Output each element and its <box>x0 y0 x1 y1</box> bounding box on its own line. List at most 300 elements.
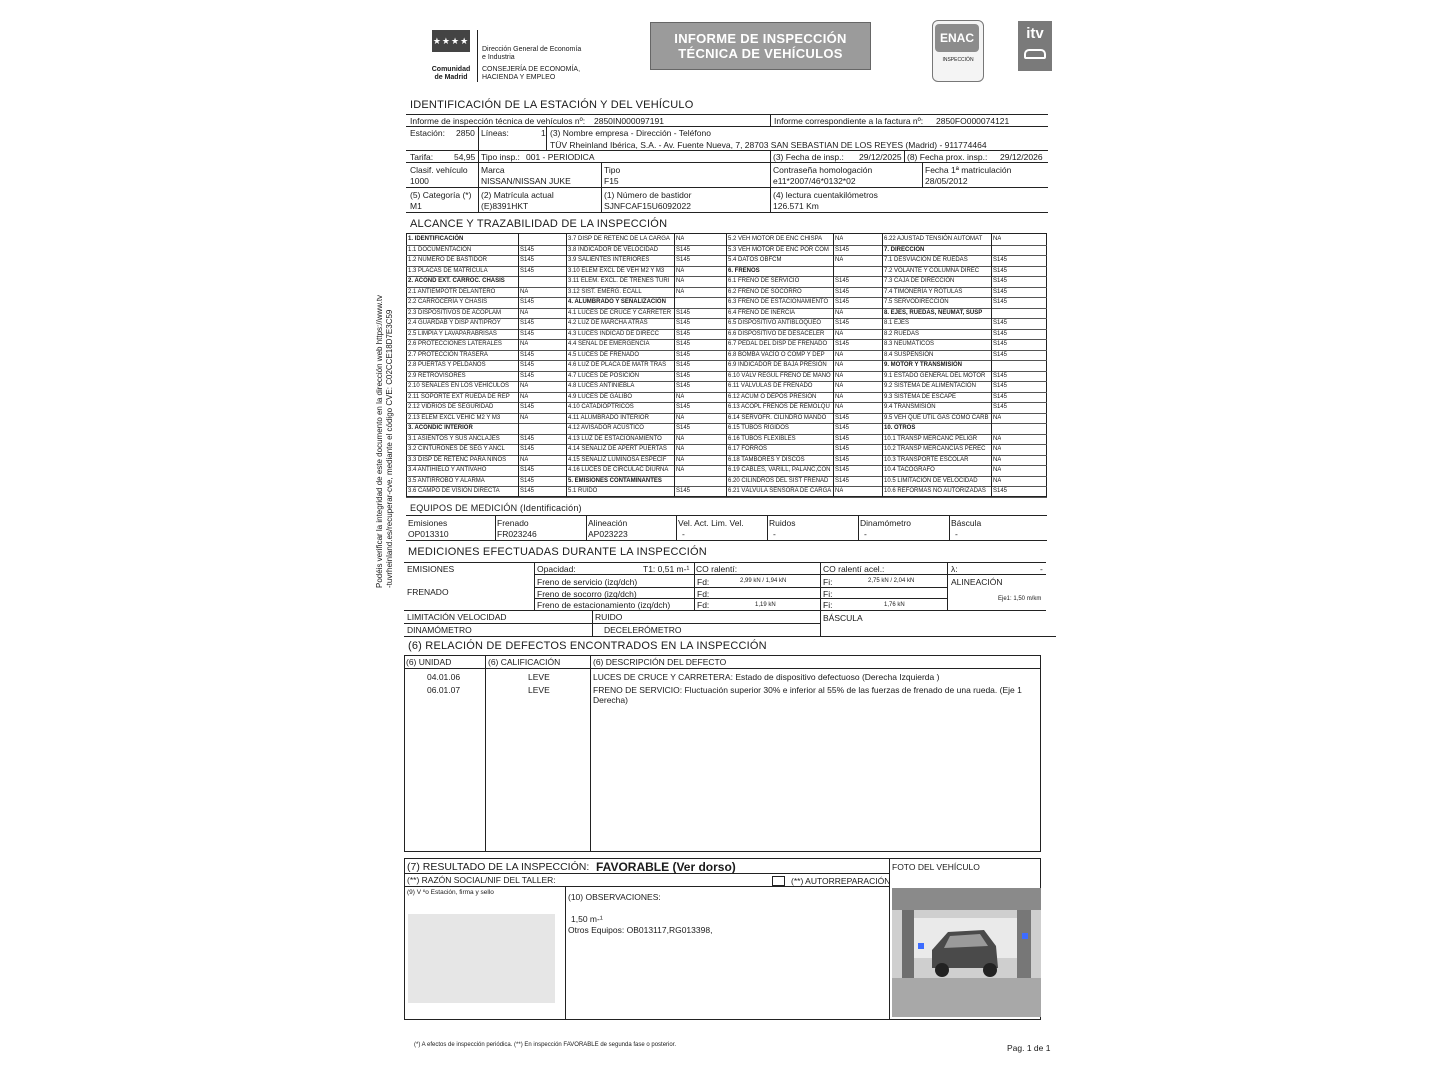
inspection-item-label: 6.20 CILINDROS DEL SIST FRENAD <box>728 477 829 484</box>
inspection-item-label: 4.6 LUZ DE PLACA DE MATR TRAS <box>568 362 667 368</box>
bastidor-value: SJNFCAF15U6092022 <box>604 201 691 211</box>
equipment-label: Frenado <box>497 518 529 528</box>
inspection-item-result: NA <box>835 372 844 379</box>
verification-line1: Podéis verificar la integridad de este documento en la dirección web https://www.tv <box>375 294 384 588</box>
opacidad-value: T1: 0,51 m-¹ <box>643 564 690 574</box>
inspection-item-label: 8. EJES, RUEDAS, NEUMAT, SUSP <box>884 309 983 316</box>
inspection-item-result: S145 <box>993 288 1008 295</box>
inspection-item-label: 9.5 VEH QUE UTIL GAS COMO CARB <box>884 414 989 421</box>
inspection-item-result: S145 <box>835 320 850 326</box>
inspection-item-label: 2.12 VIDRIOS DE SEGURIDAD <box>408 404 494 410</box>
inspection-item-result: S145 <box>835 414 850 421</box>
defect-desc: LUCES DE CRUCE Y CARRETERA: Estado de dispositivo defectuoso (Derecha Izquierda ) <box>593 672 940 682</box>
inspection-item-result: S145 <box>993 488 1008 494</box>
firma-label: (9) V ºo Estación, firma y sello <box>407 889 494 896</box>
enac-logo <box>932 20 984 82</box>
inspection-item-label: 2.9 RETROVISORES <box>408 372 466 379</box>
inspection-item-result: S145 <box>676 246 691 253</box>
inspection-item-label: 6. FRENOS <box>728 267 760 274</box>
inspection-item-result: NA <box>676 467 685 473</box>
fd-servicio-label: Fd: <box>697 577 710 587</box>
inspection-item-label: 6.2 FRENO DE SOCORRO <box>728 288 802 295</box>
inspection-item-label: 4.15 SEÑALIZ LUMINOSA ESPECÍF <box>568 456 667 463</box>
inspection-item-label: 6.13 ACOPL FRENOS DE REMOLQU <box>728 404 830 410</box>
fecha-prox-label: (8) Fecha prox. insp.: <box>907 152 988 162</box>
inspection-item-result: NA <box>676 267 685 274</box>
inspection-item-result: S145 <box>676 488 691 494</box>
inspection-item-label: 4.1 LUCES DE CRUCE Y CARRETER <box>568 309 672 316</box>
title-line1: INFORME DE INSPECCIÓN <box>674 31 847 46</box>
equipment-value: - <box>682 529 685 539</box>
inspection-item-result: S145 <box>520 299 535 305</box>
verification-line2: -tuvrheinland.es/recuperar-cve, mediante el código CVE: C02CCE18D7E3C59 <box>385 309 394 588</box>
inspection-item-result: S145 <box>676 383 691 389</box>
inspection-item-result: S145 <box>993 330 1008 337</box>
inspection-item-result: S145 <box>835 425 850 431</box>
inspection-item-result: NA <box>520 341 529 347</box>
inspection-item-result: S145 <box>520 351 535 358</box>
inspection-item-label: 2.10 SEÑALES EN LOS VEHÍCULOS <box>408 383 510 389</box>
defect-unidad: 06.01.07 <box>427 685 461 695</box>
equipment-divider <box>858 515 859 540</box>
emisiones-label: EMISIONES <box>407 564 455 574</box>
fecha-prox-value: 29/12/2026 <box>1000 152 1043 162</box>
defectos-title: (6) RELACIÓN DE DEFECTOS ENCONTRADOS EN LA INSPECCIÓN <box>408 640 767 652</box>
report-value: 2850IN000097191 <box>594 116 664 126</box>
inspection-item-label: 7.2 VOLANTE Y COLUMNA DIREC <box>884 267 980 274</box>
limitacion-label: LIMITACIÓN VELOCIDAD <box>407 612 507 622</box>
inspection-item-label: 3.12 SIST. EMERG. ECALL <box>568 288 642 295</box>
homolog-value: e11*2007/46*0132*02 <box>773 176 856 186</box>
equipment-label: Emisiones <box>408 518 448 528</box>
inspection-item-label: 2.13 ELEM EXCL VEHIC M2 Y M3 <box>408 414 501 421</box>
inspection-item-result: S145 <box>676 309 691 316</box>
inspection-item-label: 3.5 ANTIRROBO Y ALARMA <box>408 477 485 484</box>
inspection-item-label: 3.7 DISP DE RETENC DE LA CARGA <box>568 236 670 242</box>
grid-col-line <box>991 234 992 497</box>
inspection-item-label: 10.3 TRANSPORTE ESCOLAR <box>884 456 969 463</box>
inspection-item-label: 4.4 SEÑAL DE EMERGENCIA <box>568 341 650 347</box>
km-label: (4) lectura cuentakilómetros <box>773 190 878 200</box>
clasif-value: 1000 <box>410 176 429 186</box>
inspection-item-result: NA <box>835 351 844 358</box>
footer-note: (*) A efectos de inspección periódica. (**) En inspección FAVORABLE de segunda fase o posterior. <box>414 1042 677 1048</box>
grid-row-line <box>566 497 726 498</box>
inspection-item-result: S145 <box>993 404 1008 410</box>
tipo-insp-value: 001 - PERIODICA <box>526 152 595 162</box>
stars-icon: ★★★★ <box>432 36 470 46</box>
inspection-item-label: 6.6 DISPOSITIVO DE DESACELER <box>728 330 825 337</box>
inspection-item-result: NA <box>993 435 1002 442</box>
inspection-item-result: S145 <box>993 341 1008 347</box>
inspection-item-result: S145 <box>676 320 691 326</box>
report-label: Informe de inspección técnica de vehículos nº: <box>410 116 586 126</box>
lambda-label: λ: <box>951 564 958 574</box>
inspection-item-label: 3.3 DISP DE RETENC PARA NIÑOS <box>408 456 507 463</box>
vehicle-photo <box>892 888 1041 1017</box>
lines-label: Líneas: <box>481 128 509 138</box>
defect-desc-cont: Derecha) <box>593 695 628 705</box>
inspection-item-label: 8.4 SUSPENSIÓN <box>884 351 934 358</box>
inspection-item-label: 6.17 FORROS <box>728 446 768 452</box>
inspection-item-label: 3.6 CAMPO DE VISIÓN DIRECTA <box>408 488 500 494</box>
fd-socorro-label: Fd: <box>697 589 710 599</box>
marca-label: Marca <box>481 165 505 175</box>
inspection-item-label: 3.2 CINTURONES DE SEG Y ANCL <box>408 446 505 452</box>
inspection-item-result: S145 <box>520 320 535 326</box>
equipment-divider <box>676 515 677 540</box>
inspection-item-result: NA <box>520 456 529 463</box>
inspection-item-result: S145 <box>676 425 691 431</box>
inspection-item-result: S145 <box>520 246 535 253</box>
company-label: (3) Nombre empresa - Dirección - Teléfono <box>550 128 711 138</box>
inspection-item-label: 4.13 LUZ DE ESTACIONAMIENTO <box>568 435 662 442</box>
inspection-item-label: 8.2 RUEDAS <box>884 330 920 337</box>
inspection-item-label: 7.3 CAJA DE DIRECCIÓN <box>884 278 955 284</box>
inspection-item-result: S145 <box>835 299 850 305</box>
inspection-item-result: S145 <box>520 330 535 337</box>
inspection-item-result: S145 <box>520 477 535 484</box>
inspection-item-label: 10. OTROS <box>884 425 916 431</box>
inspection-item-label: 6.8 BOMBA VACÍO O COMP Y DEP <box>728 351 825 358</box>
inspection-item-result: S145 <box>676 362 691 368</box>
inspection-item-result: NA <box>676 456 685 463</box>
inspection-item-label: 4.14 SEÑALIZ DE APERT PUERTAS <box>568 446 667 452</box>
inspection-item-label: 6.9 INDICADOR DE BAJA PRESIÓN <box>728 362 827 368</box>
inspection-item-result: S145 <box>676 330 691 337</box>
equipment-value: - <box>864 529 867 539</box>
equipment-label: Báscula <box>951 518 982 528</box>
inspection-item-result: NA <box>835 257 844 263</box>
categoria-label: (5) Categoría (*) <box>410 190 472 200</box>
fd-estac-value: 1,19 kN <box>755 602 776 608</box>
inspection-item-label: 2.11 SOPORTE EXT RUEDA DE REP <box>408 393 510 400</box>
inspection-item-label: 8.1 EJES <box>884 320 910 326</box>
decelerometro-label: DECELERÓMETRO <box>604 625 682 635</box>
inspection-item-result: NA <box>835 393 844 400</box>
equipment-label: Ruidos <box>769 518 796 528</box>
inspection-item-result: NA <box>993 446 1002 452</box>
equipos-title: EQUIPOS DE MEDICIÓN (Identificación) <box>410 503 582 513</box>
lambda-dash: - <box>1040 564 1043 574</box>
title-line2: TÉCNICA DE VEHÍCULOS <box>678 46 843 61</box>
alineacion-value: Eje1: 1,50 m/km <box>998 596 1042 602</box>
org-line1: Dirección General de Economía <box>482 46 582 53</box>
inspection-item-result: NA <box>835 330 844 337</box>
inspection-item-label: 6.14 SERVOFR. CILINDRO MANDO <box>728 414 827 421</box>
inspection-item-result: NA <box>520 309 529 316</box>
inspection-item-label: 10.2 TRANSP MERCANCÍAS PEREC <box>884 446 986 452</box>
org-line3: CONSEJERÍA DE ECONOMÍA, <box>482 66 581 73</box>
inspection-item-label: 4.5 LUCES DE FRENADO <box>568 351 640 358</box>
inspection-item-label: 2.7 PROTECCIÓN TRASERA <box>408 351 488 358</box>
inspection-item-result: S145 <box>520 267 535 274</box>
inspection-item-label: 2.8 PUERTAS Y PELDAÑOS <box>408 362 486 368</box>
inspection-item-label: 4.7 LUCES DE POSICIÓN <box>568 372 640 379</box>
defect-desc: FRENO DE SERVICIO: Fluctuación superior 30% e inferior al 55% de las fuerzas de frenado de una rueda. (Eje 1 <box>593 685 1022 695</box>
defect-calif: LEVE <box>528 672 550 682</box>
fecha-insp-value: 29/12/2025 <box>859 152 902 162</box>
inspection-item-result: S145 <box>993 383 1008 389</box>
equipment-value: FR023246 <box>497 529 537 539</box>
col-calif: (6) CALIFICACIÓN <box>488 657 561 667</box>
enac-label: ENAC <box>935 24 979 52</box>
inspection-item-label: 8.3 NEUMÁTICOS <box>884 341 935 347</box>
invoice-value: 2850FO000074121 <box>936 116 1010 126</box>
inspection-item-label: 6.3 FRENO DE ESTACIONAMIENTO <box>728 299 829 305</box>
inspection-item-label: 1.1 DOCUMENTACIÓN <box>408 246 472 253</box>
inspection-item-label: 6.21 VÁLVULA SENSORA DE CARGA <box>728 488 832 494</box>
inspection-item-result: S145 <box>520 435 535 442</box>
inspection-item-result: S145 <box>676 257 691 263</box>
inspection-item-label: 5.2 VEH MOTOR DE ENC CHISPA <box>728 236 823 242</box>
observ-line1: 1,50 m-¹ <box>571 914 603 924</box>
station-stamp <box>408 914 555 1003</box>
freno-estac-label: Freno de estacionamiento (izq/dch) <box>537 600 671 610</box>
car-icon <box>1024 49 1046 59</box>
inspection-item-result: NA <box>520 288 529 295</box>
observ-label: (10) OBSERVACIONES: <box>568 892 661 902</box>
inspection-item-label: 4.2 LUZ DE MARCHA ATRÁS <box>568 320 648 326</box>
grid-row-line <box>882 497 1047 498</box>
inspection-item-label: 9.3 SISTEMA DE ESCAPE <box>884 393 957 400</box>
itv-label: itv <box>1026 25 1044 42</box>
inspection-item-label: 2.2 CARROCERÍA Y CHASIS <box>408 299 488 305</box>
inspection-item-label: 7.1 DESVIACIÓN DE RUEDAS <box>884 257 968 263</box>
inspection-item-result: S145 <box>993 372 1008 379</box>
inspection-item-label: 1.2 NÚMERO DE BASTIDOR <box>408 257 488 263</box>
lines-value: 1 <box>541 128 546 138</box>
marca-value: NISSAN/NISSAN JUKE <box>481 176 571 186</box>
inspection-item-result: S145 <box>520 372 535 379</box>
inspection-item-result: S145 <box>520 404 535 410</box>
grid-col-line <box>882 234 883 497</box>
inspection-item-label: 5.4 DATOS OBFCM <box>728 257 782 263</box>
opacidad-label: Opacidad: <box>537 564 576 574</box>
inspection-item-label: 6.7 PEDAL DEL DISP DE FRENADO <box>728 341 828 347</box>
equipment-divider <box>495 515 496 540</box>
inspection-item-result: NA <box>993 477 1002 484</box>
inspection-item-label: 5.3 VEH MOTOR DE ENC POR COM <box>728 246 829 253</box>
inspection-item-label: 6.5 DISPOSITIVO ANTIBLOQUEO <box>728 320 822 326</box>
inspection-item-result: S145 <box>993 393 1008 400</box>
org-line4: HACIENDA Y EMPLEO <box>482 74 556 81</box>
station-label: Estación: <box>410 128 445 138</box>
inspection-item-result: S145 <box>520 467 535 473</box>
inspection-item-label: 6.10 VÁLV REGUL FRENO DE MANO <box>728 372 831 379</box>
inspection-item-result: S145 <box>520 488 535 494</box>
co-ralenti-acel-label: CO ralentí acel.: <box>823 564 885 574</box>
inspection-item-label: 6.1 FRENO DE SERVICIO <box>728 278 800 284</box>
inspection-item-label: 3.11 ELEM. EXCL. DE TRENES TURI <box>568 278 670 284</box>
tipo-value: F15 <box>604 176 619 186</box>
inspection-item-label: 2.4 GUARDAB Y DISP ANTIPROY <box>408 320 501 326</box>
inspection-item-label: 4. ALUMBRADO Y SEÑALIZACIÓN <box>568 299 666 305</box>
fd-estac-label: Fd: <box>697 600 710 610</box>
inspection-item-label: 1.3 PLACAS DE MATRÍCULA <box>408 267 488 274</box>
equipment-divider <box>767 515 768 540</box>
inspection-item-result: S145 <box>993 257 1008 263</box>
inspection-item-label: 6.12 ACUM O DEPÓS PRESIÓN <box>728 393 817 400</box>
inspection-item-label: 3.9 SALIENTES INTERIORES <box>568 257 650 263</box>
resultado-value: FAVORABLE (Ver dorso) <box>596 860 736 874</box>
equipment-value: - <box>773 529 776 539</box>
inspection-item-result: NA <box>676 414 685 421</box>
inspection-item-result: S145 <box>993 267 1008 274</box>
org-line2: e Industria <box>482 54 515 61</box>
madrid-logo <box>432 30 470 52</box>
inspection-item-label: 6.15 TUBOS RÍGIDOS <box>728 425 789 431</box>
fecha-insp-label: (3) Fecha de insp.: <box>773 152 844 162</box>
razon-label: (**) RAZÓN SOCIAL/NIF DEL TALLER: <box>407 875 556 885</box>
alineacion-label: ALINEACIÓN <box>951 577 1003 587</box>
inspection-item-label: 6.11 VÁLVULAS DE FRENADO <box>728 383 813 389</box>
inspection-item-label: 7.4 TIMONERÍA Y RÓTULAS <box>884 288 963 295</box>
inspection-item-result: S145 <box>835 467 850 473</box>
inspection-item-label: 4.12 AVISADOR ACÚSTICO <box>568 425 644 431</box>
inspection-item-label: 7.5 SERVODIRECCIÓN <box>884 299 949 305</box>
inspection-item-label: 9.1 ESTADO GENERAL DEL MOTOR <box>884 372 986 379</box>
equipment-value: AP023223 <box>588 529 628 539</box>
inspection-item-result: S145 <box>520 257 535 263</box>
fi-socorro-label: Fi: <box>823 589 833 599</box>
autorreparacion-label: (**) AUTORREPARACIÓN <box>791 876 891 886</box>
inspection-item-result: S145 <box>676 404 691 410</box>
inspection-item-label: 4.16 LUCES DE CIRCULAC DIURNA <box>568 467 669 473</box>
inspection-item-result: S145 <box>676 341 691 347</box>
autorreparacion-checkbox[interactable] <box>772 876 785 886</box>
equipment-value: - <box>955 529 958 539</box>
inspection-item-label: 2.5 LIMPIA Y LAVAPARABRISAS <box>408 330 497 337</box>
inspection-item-label: 4.3 LUCES INDICAD DE DIRECC <box>568 330 660 337</box>
inspection-item-label: 6.22 AJUSTAD TENSIÓN AUTOMAT <box>884 236 983 242</box>
inspection-item-result: S145 <box>993 320 1008 326</box>
inspection-item-label: 3.10 ELEM EXCL DE VEH M2 Y M3 <box>568 267 665 274</box>
matricula-label: (2) Matrícula actual <box>481 190 554 200</box>
inspection-item-result: S145 <box>835 456 850 463</box>
inspection-item-result: NA <box>520 393 529 400</box>
grid-col-line <box>833 234 834 497</box>
inspection-item-result: NA <box>676 393 685 400</box>
inspection-item-result: NA <box>835 488 844 494</box>
fi-servicio-label: Fi: <box>823 577 833 587</box>
inspection-item-result: NA <box>835 404 844 410</box>
inspection-item-result: NA <box>676 446 685 452</box>
tipo-label: Tipo <box>604 165 621 175</box>
inspection-item-label: 10.1 TRANSP MERCANC PELIGR <box>884 435 978 442</box>
clasif-label: Clasif. vehículo <box>410 165 468 175</box>
verification-note <box>375 295 395 588</box>
dinamometro-label: DINAMÓMETRO <box>407 625 472 635</box>
inspection-item-result: NA <box>520 414 529 421</box>
inspection-item-label: 9.4 TRANSMISIÓN <box>884 404 936 410</box>
enac-sub: INSPECCIÓN <box>942 57 974 63</box>
inspection-item-result: S145 <box>835 435 850 442</box>
inspection-item-result: S145 <box>835 246 850 253</box>
alcance-title: ALCANCE Y TRAZABILIDAD DE LA INSPECCIÓN <box>410 218 668 230</box>
categoria-value: M1 <box>410 201 422 211</box>
page-number: Pag. 1 de 1 <box>1007 1043 1051 1053</box>
resultado-label: (7) RESULTADO DE LA INSPECCIÓN: <box>407 861 590 873</box>
inspection-item-label: 4.10 CATADIÓPTRICOS <box>568 404 634 410</box>
defect-calif: LEVE <box>528 685 550 695</box>
inspection-item-result: NA <box>993 414 1002 421</box>
inspection-item-label: 5.1 RUIDO <box>568 488 598 494</box>
inspection-item-result: NA <box>676 288 685 295</box>
freno-servicio-label: Freno de servicio (izq/dch) <box>537 577 638 587</box>
inspection-item-result: S145 <box>993 299 1008 305</box>
inspection-item-result: S145 <box>520 362 535 368</box>
inspection-item-result: S145 <box>835 477 850 484</box>
inspection-item-label: 6.18 TAMBORES Y DISCOS <box>728 456 805 463</box>
inspection-item-label: 6.16 TUBOS FLEXIBLES <box>728 435 796 442</box>
vehicle-photo-image <box>892 888 1041 1017</box>
inspection-item-result: S145 <box>676 372 691 379</box>
inspection-item-result: NA <box>835 309 844 316</box>
inspection-item-label: 3.4 ANTIHIELO Y ANTIVAHO <box>408 467 487 473</box>
inspection-item-label: 3.8 INDICADOR DE VELOCIDAD <box>568 246 659 253</box>
fecha-matric-label: Fecha 1ª matriculación <box>925 165 1012 175</box>
equipment-label: Alineación <box>588 518 628 528</box>
inspection-item-label: 2.3 DISPOSITIVOS DE ACOPLAM <box>408 309 502 316</box>
defect-unidad: 04.01.06 <box>427 672 461 682</box>
inspection-item-result: S145 <box>520 446 535 452</box>
inspection-item-label: 3. ACONDIC INTERIOR <box>408 425 473 431</box>
inspection-item-label: 4.8 LUCES ANTINIEBLA <box>568 383 635 389</box>
inspection-item-label: 9.2 SISTEMA DE ALIMENTACIÓN <box>884 383 976 389</box>
inspection-item-result: NA <box>835 383 844 389</box>
inspection-item-result: NA <box>520 383 529 389</box>
invoice-label: Informe correspondiente a la factura nº: <box>774 116 924 126</box>
equipment-divider <box>586 515 587 540</box>
grid-col-line <box>674 234 675 497</box>
tarifa-label: Tarifa: <box>410 152 434 162</box>
frenado-label: FRENADO <box>407 587 449 597</box>
tarifa-value: 54,95 <box>454 152 476 162</box>
equipment-label: Dinamómetro <box>860 518 912 528</box>
inspection-item-result: S145 <box>835 341 850 347</box>
ident-title: IDENTIFICACIÓN DE LA ESTACIÓN Y DEL VEHÍCULO <box>410 99 694 111</box>
inspection-item-result: S145 <box>835 278 850 284</box>
matricula-value: (E)8391HKT <box>481 201 529 211</box>
inspection-item-label: 4.11 ALUMBRADO INTERIOR <box>568 414 649 421</box>
inspection-item-result: S145 <box>835 446 850 452</box>
station-value: 2850 <box>456 128 475 138</box>
inspection-item-label: 6.19 CABLES, VARILL, PALANC,CON <box>728 467 831 473</box>
inspection-item-label: 1. IDENTIFICACIÓN <box>408 236 464 242</box>
grid-col-line <box>726 234 727 497</box>
inspection-item-label: 10.4 TACÓGRAFO <box>884 467 935 473</box>
inspection-item-result: S145 <box>676 351 691 358</box>
inspection-item-result: NA <box>676 435 685 442</box>
inspection-item-label: 3.1 ASIENTOS Y SUS ANCLAJES <box>408 435 500 442</box>
inspection-item-result: NA <box>993 236 1002 242</box>
bascula-label: BÁSCULA <box>823 613 863 623</box>
equipment-divider <box>949 515 950 540</box>
inspection-item-result: NA <box>676 278 685 284</box>
inspection-item-label: 10.5 LIMITACIÓN DE VELOCIDAD <box>884 477 978 484</box>
community-name: Comunidad de Madrid <box>431 66 471 81</box>
fi-estac-label: Fi: <box>823 600 833 610</box>
inspection-item-label: 5. EMISIONES CONTAMINANTES <box>568 477 662 484</box>
inspection-item-label: 2. ACOND EXT. CARROC. CHASIS <box>408 278 505 284</box>
fi-estac-value: 1,76 kN <box>884 602 905 608</box>
grid-col-line <box>566 234 567 497</box>
company-value: TÜV Rheinland Ibérica, S.A. - Av. Fuente Nueva, 7, 28703 SAN SEBASTIAN DE LOS REYES (Madrid) - 911774464 <box>550 140 987 150</box>
inspection-item-result: NA <box>676 236 685 242</box>
bastidor-label: (1) Número de bastidor <box>604 190 692 200</box>
inspection-item-label: 2.1 ANTIEMPOTR DELANTERO <box>408 288 496 295</box>
